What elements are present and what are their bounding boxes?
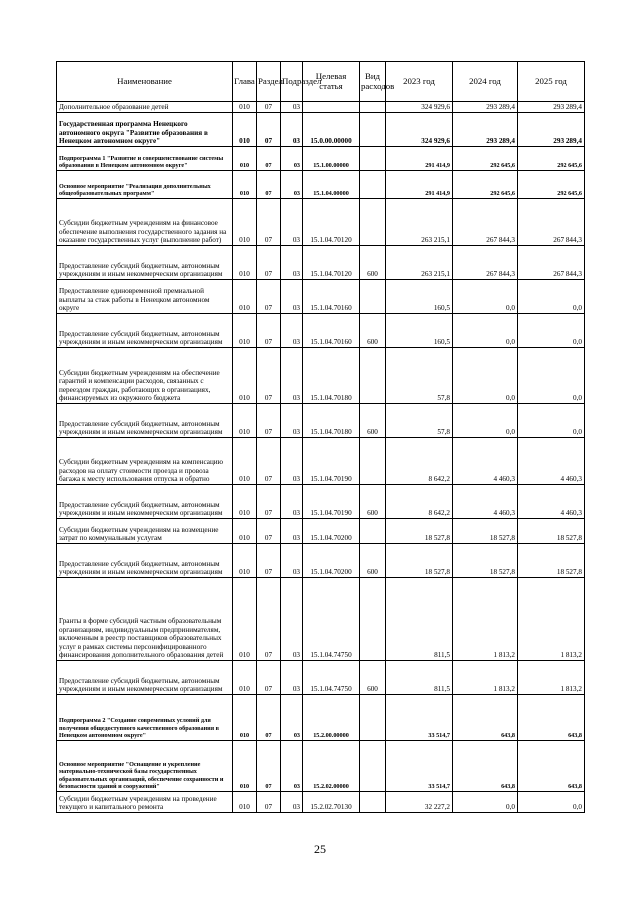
cell-vid: 600 (360, 661, 386, 695)
cell-razdel: 07 (257, 792, 281, 813)
cell-glava: 010 (233, 404, 257, 438)
cell-podrazdel: 03 (281, 199, 303, 246)
cell-y2023: 811,5 (386, 661, 453, 695)
cell-y2025: 0,0 (518, 348, 585, 404)
cell-razdel: 07 (257, 695, 281, 741)
cell-glava: 010 (233, 314, 257, 348)
cell-y2025: 0,0 (518, 280, 585, 314)
cell-podrazdel: 03 (281, 280, 303, 314)
cell-podrazdel: 03 (281, 519, 303, 544)
page-number: 25 (314, 842, 326, 856)
cell-y2023: 263 215,1 (386, 199, 453, 246)
table-row (57, 314, 585, 348)
cell-vid (360, 792, 386, 813)
cell-vid (360, 199, 386, 246)
cell-razdel: 07 (257, 280, 281, 314)
cell-y2024: 292 645,6 (453, 147, 518, 171)
cell-vid (360, 348, 386, 404)
cell-target: 15.0.00.00000 (303, 113, 360, 147)
cell-glava: 010 (233, 246, 257, 280)
cell-y2025: 4 460,3 (518, 485, 585, 519)
cell-glava: 010 (233, 578, 257, 661)
cell-y2023: 8 642,2 (386, 485, 453, 519)
cell-razdel: 07 (257, 199, 281, 246)
table-row (57, 113, 585, 147)
header-target: Целевая статья (303, 62, 360, 102)
cell-y2024: 18 527,8 (453, 519, 518, 544)
cell-y2023: 32 227,2 (386, 792, 453, 813)
cell-y2025: 293 289,4 (518, 102, 585, 113)
cell-y2025: 0,0 (518, 404, 585, 438)
cell-podrazdel: 03 (281, 741, 303, 792)
cell-razdel: 07 (257, 404, 281, 438)
cell-y2024: 1 813,2 (453, 661, 518, 695)
cell-y2024: 0,0 (453, 404, 518, 438)
table-header-row (57, 62, 585, 102)
table-row (57, 199, 585, 246)
cell-y2023: 33 514,7 (386, 741, 453, 792)
cell-podrazdel: 03 (281, 171, 303, 199)
cell-razdel: 07 (257, 741, 281, 792)
cell-vid (360, 438, 386, 485)
budget-table-container (56, 61, 584, 813)
cell-name: Субсидии бюджетным учреждениям на компенсацию расходов на оплату стоимости проезда и провоза багажа к месту использования отпуска и обратно (57, 438, 233, 485)
cell-y2024: 293 289,4 (453, 113, 518, 147)
table-row (57, 792, 585, 813)
cell-glava: 010 (233, 485, 257, 519)
cell-glava: 010 (233, 147, 257, 171)
cell-y2025: 293 289,4 (518, 113, 585, 147)
cell-podrazdel: 03 (281, 147, 303, 171)
cell-name: Предоставление единовременной премиальной выплаты за стаж работы в Ненецком автономном округе (57, 280, 233, 314)
table-row (57, 695, 585, 741)
cell-y2025: 1 813,2 (518, 661, 585, 695)
cell-name: Субсидии бюджетным учреждениям на финансовое обеспечение выполнения государственного задания на оказание государственных услуг (выполнение работ) (57, 199, 233, 246)
cell-y2024: 293 289,4 (453, 102, 518, 113)
table-row (57, 280, 585, 314)
cell-razdel: 07 (257, 102, 281, 113)
cell-y2025: 18 527,8 (518, 519, 585, 544)
table-row (57, 404, 585, 438)
cell-glava: 010 (233, 661, 257, 695)
table-body (57, 102, 585, 813)
cell-target: 15.1.04.70200 (303, 544, 360, 578)
cell-y2024: 267 844,3 (453, 199, 518, 246)
cell-y2025: 0,0 (518, 792, 585, 813)
cell-y2023: 811,5 (386, 578, 453, 661)
header-razdel: Раздел (257, 62, 281, 102)
cell-podrazdel: 03 (281, 246, 303, 280)
cell-podrazdel: 03 (281, 438, 303, 485)
cell-target: 15.1.04.74750 (303, 578, 360, 661)
cell-razdel: 07 (257, 246, 281, 280)
cell-target: 15.1.04.70190 (303, 438, 360, 485)
cell-vid: 600 (360, 485, 386, 519)
budget-table (56, 61, 585, 813)
table-row (57, 246, 585, 280)
cell-podrazdel: 03 (281, 485, 303, 519)
cell-razdel: 07 (257, 485, 281, 519)
table-row (57, 102, 585, 113)
cell-y2023: 291 414,9 (386, 147, 453, 171)
cell-target: 15.2.02.70130 (303, 792, 360, 813)
cell-y2023: 18 527,8 (386, 544, 453, 578)
cell-name: Гранты в форме субсидий частным образовательным организациям, индивидуальным предпринимателям, включенным в реестр поставщиков образовательных услуг в рамках системы персонифицированного финансирования дополнительного образования детей (57, 578, 233, 661)
cell-podrazdel: 03 (281, 661, 303, 695)
cell-name: Государственная программа Ненецкого автономного округа "Развитие образования в Ненецком автономном округе" (57, 113, 233, 147)
cell-y2024: 1 813,2 (453, 578, 518, 661)
cell-glava: 010 (233, 102, 257, 113)
cell-name: Субсидии бюджетным учреждениям на обеспечение гарантий и компенсации расходов, связанных с переездом граждан, работающих в организациях, финансируемых из окружного бюджета (57, 348, 233, 404)
cell-y2025: 18 527,8 (518, 544, 585, 578)
cell-target: 15.1.04.70120 (303, 246, 360, 280)
table-row (57, 348, 585, 404)
cell-y2025: 1 813,2 (518, 578, 585, 661)
cell-y2024: 267 844,3 (453, 246, 518, 280)
header-podrazdel: Подраздел (281, 62, 303, 102)
cell-name: Предоставление субсидий бюджетным, автономным учреждениям и иным некоммерческим организациям (57, 661, 233, 695)
cell-vid: 600 (360, 314, 386, 348)
cell-y2025: 292 645,6 (518, 171, 585, 199)
header-vid: Вид расходов (360, 62, 386, 102)
cell-name: Субсидии бюджетным учреждениям на проведение текущего и капитального ремонта (57, 792, 233, 813)
cell-name: Основное мероприятие "Реализация дополнительных общеобразовательных программ" (57, 171, 233, 199)
cell-vid: 600 (360, 404, 386, 438)
cell-target: 15.1.04.70180 (303, 404, 360, 438)
cell-name: Предоставление субсидий бюджетным, автономным учреждениям и иным некоммерческим организациям (57, 485, 233, 519)
cell-y2023: 291 414,9 (386, 171, 453, 199)
table-row (57, 438, 585, 485)
cell-y2024: 292 645,6 (453, 171, 518, 199)
cell-podrazdel: 03 (281, 113, 303, 147)
cell-target: 15.2.00.00000 (303, 695, 360, 741)
cell-vid (360, 741, 386, 792)
cell-podrazdel: 03 (281, 544, 303, 578)
cell-y2023: 57,8 (386, 404, 453, 438)
cell-vid (360, 280, 386, 314)
cell-y2025: 4 460,3 (518, 438, 585, 485)
cell-podrazdel: 03 (281, 792, 303, 813)
cell-y2023: 18 527,8 (386, 519, 453, 544)
cell-target: 15.1.04.70200 (303, 519, 360, 544)
cell-razdel: 07 (257, 519, 281, 544)
cell-razdel: 07 (257, 171, 281, 199)
table-row (57, 171, 585, 199)
cell-podrazdel: 03 (281, 578, 303, 661)
table-row (57, 578, 585, 661)
cell-vid (360, 102, 386, 113)
cell-glava: 010 (233, 199, 257, 246)
cell-razdel: 07 (257, 348, 281, 404)
cell-razdel: 07 (257, 438, 281, 485)
cell-vid (360, 695, 386, 741)
cell-razdel: 07 (257, 578, 281, 661)
cell-glava: 010 (233, 280, 257, 314)
header-2023: 2023 год (386, 62, 453, 102)
table-row (57, 544, 585, 578)
cell-target: 15.1.04.70160 (303, 314, 360, 348)
cell-y2023: 324 929,6 (386, 102, 453, 113)
cell-y2024: 18 527,8 (453, 544, 518, 578)
cell-glava: 010 (233, 171, 257, 199)
cell-y2024: 4 460,3 (453, 485, 518, 519)
header-2024: 2024 год (453, 62, 518, 102)
cell-name: Предоставление субсидий бюджетным, автономным учреждениям и иным некоммерческим организациям (57, 404, 233, 438)
cell-target (303, 102, 360, 113)
cell-target: 15.1.04.74750 (303, 661, 360, 695)
table-row (57, 661, 585, 695)
cell-target: 15.2.02.00000 (303, 741, 360, 792)
cell-y2023: 324 929,6 (386, 113, 453, 147)
cell-vid (360, 147, 386, 171)
cell-name: Предоставление субсидий бюджетным, автономным учреждениям и иным некоммерческим организациям (57, 246, 233, 280)
cell-y2024: 4 460,3 (453, 438, 518, 485)
cell-name: Дополнительное образование детей (57, 102, 233, 113)
cell-name: Основное мероприятие "Оснащение и укрепление материально-технической базы государственных образовательных организаций, обеспечение сохранности и безопасности зданий и сооружений" (57, 741, 233, 792)
cell-y2024: 643,8 (453, 695, 518, 741)
table-row (57, 741, 585, 792)
cell-name: Предоставление субсидий бюджетным, автономным учреждениям и иным некоммерческим организациям (57, 544, 233, 578)
cell-y2025: 267 844,3 (518, 199, 585, 246)
cell-name: Предоставление субсидий бюджетным, автономным учреждениям и иным некоммерческим организациям (57, 314, 233, 348)
cell-razdel: 07 (257, 544, 281, 578)
cell-vid (360, 171, 386, 199)
cell-razdel: 07 (257, 661, 281, 695)
cell-y2024: 0,0 (453, 280, 518, 314)
cell-y2025: 643,8 (518, 741, 585, 792)
cell-y2024: 0,0 (453, 314, 518, 348)
cell-vid (360, 519, 386, 544)
cell-y2024: 0,0 (453, 792, 518, 813)
cell-glava: 010 (233, 741, 257, 792)
table-row (57, 519, 585, 544)
cell-y2023: 160,5 (386, 280, 453, 314)
cell-name: Подпрограмма 2 "Создание современных условий для получения общедоступного качественного образования в Ненецком автономном округе" (57, 695, 233, 741)
cell-razdel: 07 (257, 147, 281, 171)
cell-podrazdel: 03 (281, 695, 303, 741)
cell-podrazdel: 03 (281, 348, 303, 404)
cell-target: 15.1.04.70180 (303, 348, 360, 404)
cell-y2023: 8 642,2 (386, 438, 453, 485)
cell-y2024: 0,0 (453, 348, 518, 404)
cell-y2025: 643,8 (518, 695, 585, 741)
cell-target: 15.1.04.00000 (303, 171, 360, 199)
cell-target: 15.1.04.70190 (303, 485, 360, 519)
cell-y2023: 33 514,7 (386, 695, 453, 741)
table-row (57, 485, 585, 519)
cell-y2025: 0,0 (518, 314, 585, 348)
table-row (57, 147, 585, 171)
cell-name: Субсидии бюджетным учреждениям на возмещение затрат по коммунальным услугам (57, 519, 233, 544)
cell-y2024: 643,8 (453, 741, 518, 792)
header-2025: 2025 год (518, 62, 585, 102)
cell-target: 15.1.04.70160 (303, 280, 360, 314)
cell-glava: 010 (233, 438, 257, 485)
cell-razdel: 07 (257, 113, 281, 147)
cell-vid: 600 (360, 544, 386, 578)
cell-name: Подпрограмма 1 "Развитие и совершенствование системы образования в Ненецком автономном округе" (57, 147, 233, 171)
cell-glava: 010 (233, 544, 257, 578)
cell-y2025: 267 844,3 (518, 246, 585, 280)
cell-glava: 010 (233, 519, 257, 544)
cell-y2025: 292 645,6 (518, 147, 585, 171)
cell-podrazdel: 03 (281, 314, 303, 348)
cell-glava: 010 (233, 113, 257, 147)
cell-podrazdel: 03 (281, 102, 303, 113)
cell-glava: 010 (233, 695, 257, 741)
cell-vid (360, 113, 386, 147)
cell-y2023: 160,5 (386, 314, 453, 348)
cell-vid (360, 578, 386, 661)
cell-glava: 010 (233, 792, 257, 813)
cell-target: 15.1.04.70120 (303, 199, 360, 246)
cell-target: 15.1.00.00000 (303, 147, 360, 171)
cell-razdel: 07 (257, 314, 281, 348)
header-name: Наименование (57, 62, 233, 102)
cell-glava: 010 (233, 348, 257, 404)
header-glava: Глава (233, 62, 257, 102)
cell-y2023: 57,8 (386, 348, 453, 404)
cell-podrazdel: 03 (281, 404, 303, 438)
cell-y2023: 263 215,1 (386, 246, 453, 280)
cell-vid: 600 (360, 246, 386, 280)
